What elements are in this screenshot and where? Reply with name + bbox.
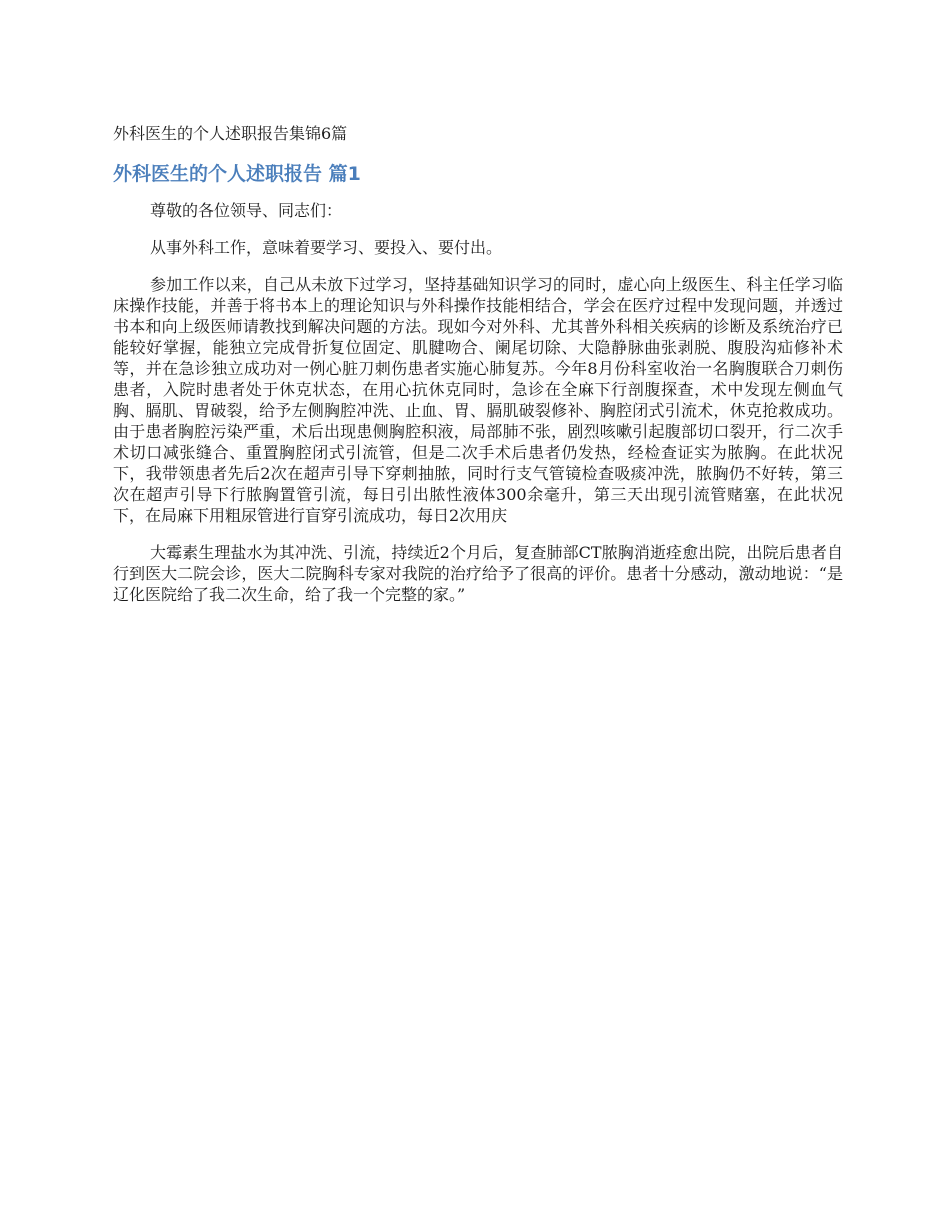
section-heading: 外科医生的个人述职报告 篇1 <box>113 163 361 185</box>
body-paragraph: 大霉素生理盐水为其冲洗、引流，持续近2个月后，复查肺部CT脓胸消逝痊愈出院，出院后患者自行到医大二院会诊，医大二院胸科专家对我院的治疗给予了很高的评价。患者十分感动，激动地说：“是辽化医院给了我二次生命，给了我一个完整的家。” <box>113 543 843 604</box>
document-title: 外科医生的个人述职报告集锦6篇 <box>113 124 348 143</box>
intro-paragraph: 从事外科工作，意味着要学习、要投入、要付出。 <box>150 238 503 257</box>
document-body <box>113 122 843 621</box>
salutation-paragraph: 尊敬的各位领导、同志们： <box>150 201 343 220</box>
body-paragraph: 参加工作以来，自己从未放下过学习，坚持基础知识学习的同时，虚心向上级医生、科主任学习临床操作技能，并善于将书本上的理论知识与外科操作技能相结合，学会在医疗过程中发现问题，并透过书本和向上级医师请教找到解决问题的方法。现如今对外科、尤其普外科相关疾病的诊断及系统治疗已能较好掌握，能独立完成骨折复位固定、肌腱吻合、阑尾切除、大隐静脉曲张剥脱、腹股沟疝修补术等，并在急诊独立成功对一例心脏刀刺伤患者实施心肺复苏。今年8月份科室收治一名胸腹联合刀刺伤患者，入院时患者处于休克状态，在用心抗休克同时，急诊在全麻下行剖腹探查，术中发现左侧血气胸、膈肌、胃破裂，给予左侧胸腔冲洗、止血、胃、膈肌破裂修补、胸腔闭式引流术，休克抢救成功。由于患者胸腔污染严重，术后出现患侧胸腔积液，局部肺不张，剧烈咳嗽引起腹部切口裂开，行二次手术切口减张缝合、重置胸腔闭式引流管，但是二次手术后患者仍发热，经检查证实为脓胸。在此状况下，我带领患者先后2次在超声引导下穿刺抽脓，同时行支气管镜检查吸痰冲洗，脓胸仍不好转，第三次在超声引导下行脓胸置管引流，每日引出脓性液体300余毫升，第三天出现引流管赌塞，在此状况下，在局麻下用粗尿管进行盲穿引流成功，每日2次用庆 <box>113 275 843 525</box>
